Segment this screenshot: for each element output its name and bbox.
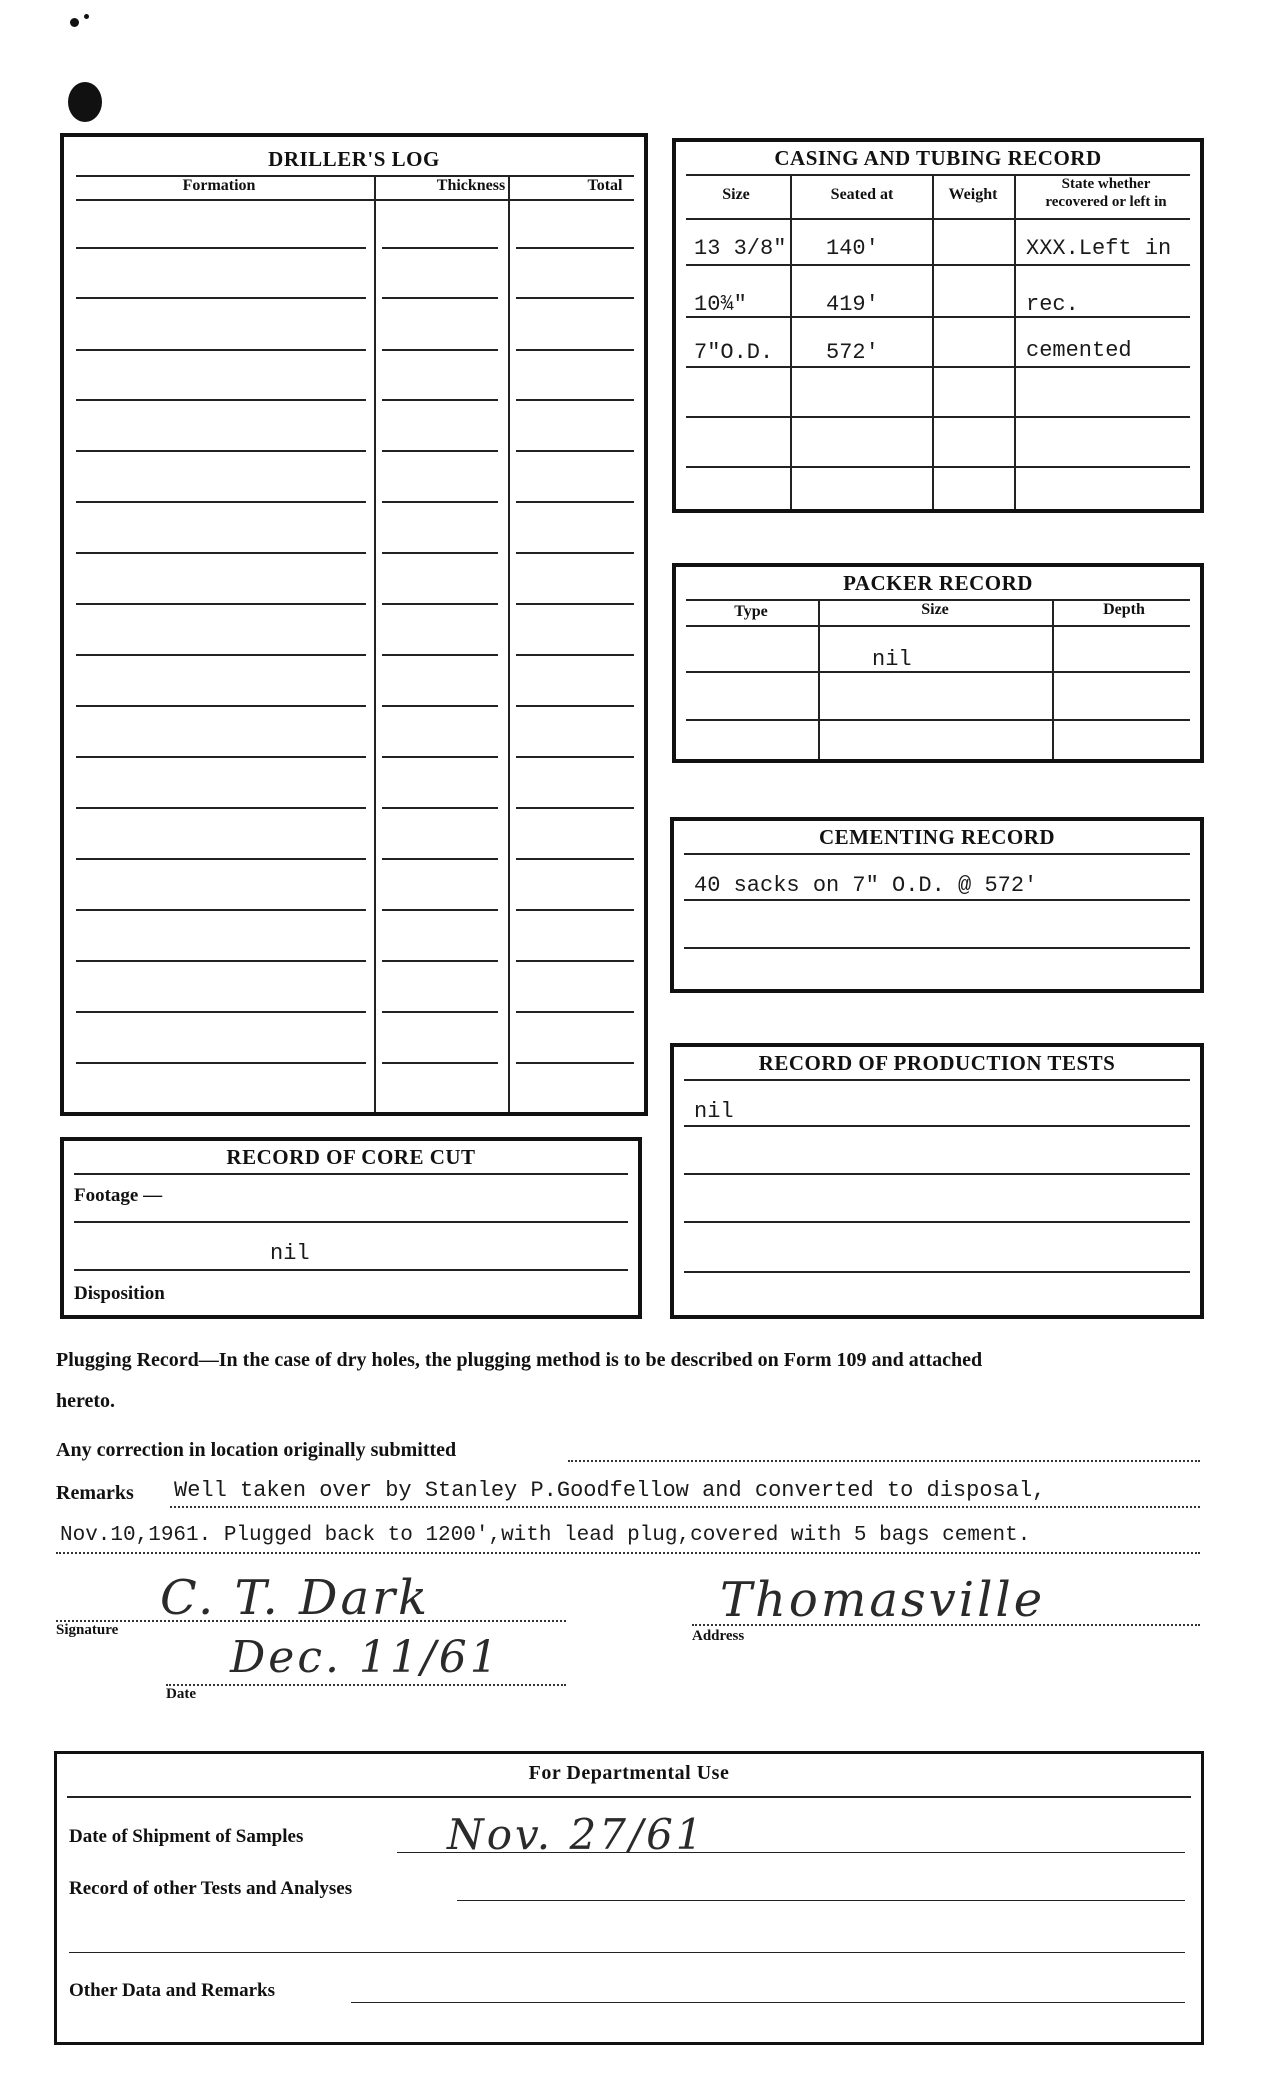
- date-handwriting: Dec. 11/61: [230, 1632, 501, 1683]
- casing-row-1-state: XXX.Left in: [1026, 236, 1172, 261]
- drillers-log-title: DRILLER'S LOG: [268, 147, 440, 171]
- col-recovered-left: recovered or left in: [1045, 194, 1167, 210]
- casing-row-1-size: 13 3/8": [694, 236, 787, 261]
- footage-label: Footage —: [74, 1185, 163, 1206]
- col-thickness: Thickness: [436, 177, 506, 194]
- col-size: Size: [722, 186, 750, 203]
- col-total: Total: [587, 177, 623, 194]
- col-formation: Formation: [182, 177, 256, 194]
- casing-record-box: [672, 138, 1204, 513]
- remarks-line-1: Well taken over by Stanley P.Goodfellow and converted to disposal,: [174, 1478, 1046, 1503]
- col-weight: Weight: [948, 186, 998, 203]
- tests-label: Record of other Tests and Analyses: [69, 1878, 353, 1899]
- core-cut-box: [60, 1137, 642, 1319]
- signature-handwriting: C. T. Dark: [160, 1570, 431, 1626]
- remarks-label: Remarks: [56, 1482, 134, 1504]
- core-cut-title: RECORD OF CORE CUT: [226, 1145, 476, 1169]
- production-line-1: nil: [694, 1099, 734, 1124]
- shipment-handwriting: Nov. 27/61: [447, 1810, 706, 1859]
- casing-record-title: CASING AND TUBING RECORD: [774, 146, 1102, 170]
- plugging-record-line-2: hereto.: [56, 1390, 116, 1412]
- shipment-label: Date of Shipment of Samples: [69, 1826, 304, 1847]
- departmental-use-title: For Departmental Use: [528, 1762, 730, 1784]
- col-type: Type: [734, 603, 768, 620]
- remarks-line-2: Nov.10,1961. Plugged back to 1200',with lead plug,covered with 5 bags cement.: [60, 1524, 1031, 1547]
- col-depth: Depth: [1103, 601, 1145, 618]
- casing-row-1-seated: 140': [826, 236, 879, 261]
- core-value: nil: [270, 1241, 310, 1266]
- casing-row-3-seated: 572': [826, 340, 879, 365]
- cementing-record-title: CEMENTING RECORD: [818, 825, 1056, 849]
- col-packer-size: Size: [921, 601, 949, 618]
- casing-row-3-size: 7"O.D.: [694, 340, 774, 365]
- address-label: Address: [692, 1628, 745, 1644]
- disposition-label: Disposition: [74, 1283, 165, 1304]
- production-tests-box: [670, 1043, 1204, 1319]
- departmental-use-box: [54, 1751, 1204, 2045]
- casing-row-2-seated: 419': [826, 292, 879, 317]
- correction-label: Any correction in location originally submitted: [56, 1439, 457, 1461]
- cementing-record-box: [670, 817, 1204, 993]
- casing-row-3-state: cemented: [1026, 338, 1132, 363]
- date-label: Date: [166, 1686, 196, 1702]
- drillers-log-box: [60, 133, 648, 1116]
- packer-value: nil: [872, 647, 912, 672]
- address-handwriting: Thomasville: [720, 1572, 1046, 1628]
- ink-speck: [70, 18, 79, 27]
- signature-label: Signature: [56, 1622, 119, 1638]
- col-state-whether: State whether: [1061, 176, 1151, 192]
- ink-speck: [84, 14, 89, 19]
- col-seated-at: Seated at: [830, 186, 894, 203]
- production-tests-title: RECORD OF PRODUCTION TESTS: [758, 1051, 1116, 1075]
- casing-row-2-size: 10¾": [694, 292, 747, 317]
- other-data-label: Other Data and Remarks: [69, 1980, 276, 2001]
- plugging-record-line-1: Plugging Record—In the case of dry holes, the plugging method is to be described on Form 109 and attached: [56, 1349, 983, 1371]
- packer-record-title: PACKER RECORD: [843, 571, 1033, 595]
- ink-blot: [68, 82, 102, 122]
- cementing-line-1: 40 sacks on 7" O.D. @ 572': [694, 873, 1038, 898]
- casing-row-2-state: rec.: [1026, 292, 1079, 317]
- packer-record-box: [672, 563, 1204, 763]
